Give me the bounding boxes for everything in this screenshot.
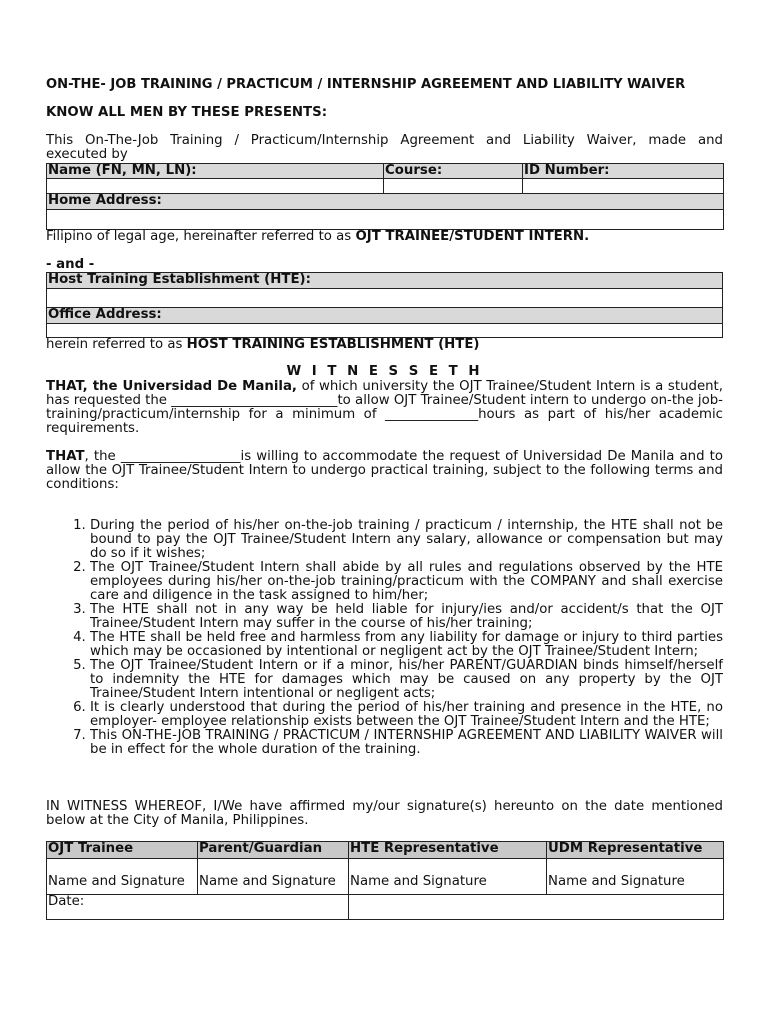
ojt-trainee-term: OJT TRAINEE/STUDENT INTERN. [355, 229, 590, 244]
header-parent-guardian: Parent/Guardian [198, 842, 349, 859]
header-ojt-trainee: OJT Trainee [47, 842, 198, 859]
hte-field[interactable] [47, 289, 723, 308]
office-address-field[interactable] [47, 324, 723, 338]
header-udm-representative: UDM Representative [547, 842, 724, 859]
name-field[interactable] [47, 179, 384, 194]
sig-hte-representative[interactable]: Name and Signature [349, 859, 547, 895]
agreement-title: ON-THE- JOB TRAINING / PRACTICUM / INTERNSHIP AGREEMENT AND LIABILITY WAIVER [46, 77, 686, 92]
herein-line [46, 338, 723, 352]
that2-body: , the __________________is willing to accommodate the request of Universidad De Manila and to allow the OJT Trainee/Student Intern to undergo practical training, subject to the following terms and conditions: [46, 449, 723, 492]
date-field-right[interactable] [349, 895, 724, 920]
terms-list [46, 519, 723, 757]
id-number-field[interactable] [523, 179, 724, 194]
and-separator: - and - [46, 257, 95, 272]
know-all-heading: KNOW ALL MEN BY THESE PRESENTS: [46, 105, 328, 120]
that1-lead: THAT, the Universidad De Manila, [46, 379, 297, 394]
course-label: Course: [384, 164, 523, 179]
header-hte-representative: HTE Representative [349, 842, 547, 859]
herein-text: herein referred to as [46, 337, 187, 352]
term-item: 7. This ON-THE-JOB TRAINING / PRACTICUM / INTERNSHIP AGREEMENT AND LIABILITY WAIVER will be in effect for the whole duration of the training. [90, 729, 723, 757]
date-field-left[interactable]: Date: [47, 895, 349, 920]
id-number-label: ID Number: [523, 164, 724, 179]
term-item: 6. It is clearly understood that during the period of his/her training and presence in the HTE, no employer- employee relationship exists between the OJT Trainee/Student Intern and the HTE; [90, 701, 723, 729]
name-label: Name (FN, MN, LN): [47, 164, 384, 179]
sig-udm-representative[interactable]: Name and Signature [547, 859, 724, 895]
term-item: 1. During the period of his/her on-the-job training / practicum / internship, the HTE shall not be bound to pay the OJT Trainee/Student Intern any salary, allowance or compensation but may do so if it wishes; [90, 519, 723, 561]
intro-line-2: executed by [46, 147, 128, 162]
hte-label: Host Training Establishment (HTE): [47, 273, 723, 289]
sig-ojt-trainee[interactable]: Name and Signature [47, 859, 198, 895]
sig-parent-guardian[interactable]: Name and Signature [198, 859, 349, 895]
hte-info-table [46, 272, 723, 338]
hte-term: HOST TRAINING ESTABLISHMENT (HTE) [186, 337, 480, 352]
course-field[interactable] [384, 179, 523, 194]
that2-lead: THAT [46, 449, 85, 464]
home-address-field[interactable] [47, 210, 724, 230]
term-item: 5. The OJT Trainee/Student Intern or if a minor, his/her PARENT/GUARDIAN binds himself/herself to indemnity the HTE for damages which may be caused on any property by the OJT Trainee/Student Intern intentional or negligent acts; [90, 659, 723, 701]
trainee-info-table [46, 163, 724, 230]
in-witness-paragraph: IN WITNESS WHEREOF, I/We have affirmed my/our signature(s) hereunto on the date mentioned below at the City of Manila, Philippines. [46, 799, 723, 828]
witnesseth-heading: W I T N E S S E T H [286, 364, 483, 379]
filipino-line [46, 230, 723, 244]
term-item: 3. The HTE shall not in any way be held liable for injury/ies and/or accident/s that the OJT Trainee/Student Intern may suffer in the course of his/her training; [90, 603, 723, 631]
signature-table [46, 841, 724, 920]
term-item: 4. The HTE shall be held free and harmless from any liability for damage or injury to third parties which may be occasioned by intentional or negligent act by the OJT Trainee/Student Intern; [90, 631, 723, 659]
home-address-label: Home Address: [47, 194, 724, 210]
that1-body: of which university the OJT Trainee/Student Intern is a student, has requested the _________________________to allow OJT Trainee/Student intern to undergo on-the job-training/practicum/internship for a minimum of ______________hours as part of his/her academic requirements. [46, 379, 723, 436]
filipino-text: Filipino of legal age, hereinafter referred to as [46, 229, 356, 244]
that-paragraph-1 [46, 380, 723, 436]
term-item: 2. The OJT Trainee/Student Intern shall abide by all rules and regulations observed by the HTE employees during his/her on-the-job training/practicum with the COMPANY and shall exercise care and diligence in the task assigned to him/her; [90, 561, 723, 603]
that-paragraph-2 [46, 450, 723, 492]
intro-line-1: This On-The-Job Training / Practicum/Internship Agreement and Liability Waiver, made and [46, 133, 723, 148]
office-address-label: Office Address: [47, 308, 723, 324]
